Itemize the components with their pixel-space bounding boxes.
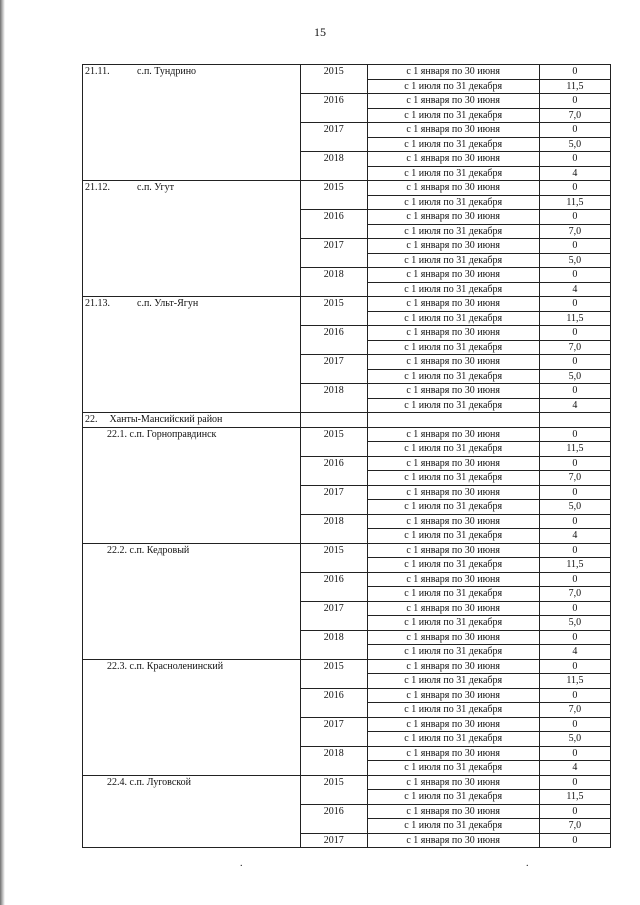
period-cell: с 1 июля по 31 декабря [367,166,539,181]
year-cell: 2017 [300,717,367,746]
year-cell: 2018 [300,514,367,543]
period-cell: с 1 января по 30 июня [367,456,539,471]
territory-name: 22.3. с.п. Красноленинский [107,660,224,672]
value-cell: 0 [539,181,610,196]
period-cell: с 1 января по 30 июня [367,485,539,500]
year-cell: 2015 [300,427,367,456]
period-cell: с 1 января по 30 июня [367,514,539,529]
value-cell: 0 [539,355,610,370]
period-cell: с 1 января по 30 июня [367,717,539,732]
value-cell: 0 [539,485,610,500]
value-cell: 0 [539,572,610,587]
year-cell: 2017 [300,239,367,268]
value-cell: 0 [539,239,610,254]
page-number: 15 [314,25,326,39]
district-name-cell [83,413,301,428]
period-cell: с 1 июля по 31 декабря [367,761,539,776]
value-cell-empty [539,413,610,428]
year-cell: 2018 [300,268,367,297]
value-cell: 5,0 [539,616,610,631]
period-cell: с 1 июля по 31 декабря [367,645,539,660]
period-cell: с 1 июля по 31 декабря [367,282,539,297]
period-cell: с 1 июля по 31 декабря [367,108,539,123]
year-cell: 2017 [300,123,367,152]
period-cell: с 1 января по 30 июня [367,427,539,442]
value-cell: 11,5 [539,311,610,326]
territory-number: 21.13. [85,298,110,309]
value-cell: 4 [539,529,610,544]
year-cell: 2017 [300,485,367,514]
value-cell: 0 [539,804,610,819]
period-cell: с 1 января по 30 июня [367,123,539,138]
period-cell: с 1 января по 30 июня [367,775,539,790]
period-cell: с 1 июля по 31 декабря [367,674,539,689]
value-cell: 0 [539,123,610,138]
territory-name: 22.1. с.п. Горноправдинск [107,428,217,440]
period-cell: с 1 января по 30 июня [367,268,539,283]
tariff-schedule-table [82,64,611,848]
value-cell: 0 [539,659,610,674]
value-cell: 0 [539,775,610,790]
value-cell: 7,0 [539,819,610,834]
period-cell: с 1 июля по 31 декабря [367,732,539,747]
value-cell: 0 [539,326,610,341]
period-cell: с 1 января по 30 июня [367,65,539,80]
value-cell: 0 [539,297,610,312]
value-cell: 0 [539,514,610,529]
period-cell-empty [367,413,539,428]
year-cell: 2016 [300,572,367,601]
territory-name: с.п. Ульт-Ягун [137,298,199,309]
year-cell: 2015 [300,775,367,804]
value-cell: 0 [539,746,610,761]
period-cell: с 1 января по 30 июня [367,659,539,674]
year-cell: 2018 [300,630,367,659]
table-row [83,659,611,674]
period-cell: с 1 июля по 31 декабря [367,558,539,573]
period-cell: с 1 января по 30 июня [367,152,539,167]
period-cell: с 1 января по 30 июня [367,601,539,616]
period-cell: с 1 июля по 31 декабря [367,790,539,805]
value-cell: 0 [539,94,610,109]
value-cell: 0 [539,717,610,732]
year-cell: 2016 [300,456,367,485]
year-cell: 2017 [300,601,367,630]
value-cell: 11,5 [539,195,610,210]
value-cell: 7,0 [539,340,610,355]
period-cell: с 1 июля по 31 декабря [367,224,539,239]
period-cell: с 1 января по 30 июня [367,355,539,370]
value-cell: 4 [539,166,610,181]
period-cell: с 1 января по 30 июня [367,543,539,558]
value-cell: 11,5 [539,674,610,689]
scan-speck: . [240,858,243,869]
period-cell: с 1 июля по 31 декабря [367,616,539,631]
value-cell: 5,0 [539,732,610,747]
value-cell: 5,0 [539,500,610,515]
value-cell: 4 [539,282,610,297]
territory-cell [83,659,301,775]
period-cell: с 1 июля по 31 декабря [367,703,539,718]
territory-cell [83,181,301,297]
table-row [83,543,611,558]
year-cell: 2015 [300,659,367,688]
scan-edge-shadow [0,0,5,905]
value-cell: 11,5 [539,442,610,457]
value-cell: 5,0 [539,253,610,268]
district-number: 22. [85,414,98,425]
value-cell: 0 [539,833,610,848]
period-cell: с 1 января по 30 июня [367,804,539,819]
value-cell: 11,5 [539,790,610,805]
year-cell: 2016 [300,94,367,123]
district-name: Ханты-Мансийский район [109,414,223,425]
value-cell: 0 [539,601,610,616]
year-cell: 2017 [300,355,367,384]
value-cell: 0 [539,152,610,167]
value-cell: 0 [539,688,610,703]
value-cell: 4 [539,398,610,413]
period-cell: с 1 января по 30 июня [367,630,539,645]
period-cell: с 1 июля по 31 декабря [367,398,539,413]
value-cell: 7,0 [539,108,610,123]
period-cell: с 1 июля по 31 декабря [367,442,539,457]
value-cell: 4 [539,645,610,660]
period-cell: с 1 июля по 31 декабря [367,253,539,268]
territory-cell [83,65,301,181]
year-cell: 2016 [300,804,367,833]
period-cell: с 1 января по 30 июня [367,326,539,341]
value-cell: 0 [539,268,610,283]
year-cell-empty [300,413,367,428]
territory-name: с.п. Угут [137,182,174,193]
table-row [83,775,611,790]
territory-number: 21.12. [85,182,110,193]
value-cell: 11,5 [539,79,610,94]
period-cell: с 1 июля по 31 декабря [367,369,539,384]
period-cell: с 1 января по 30 июня [367,297,539,312]
value-cell: 0 [539,543,610,558]
value-cell: 0 [539,630,610,645]
period-cell: с 1 июля по 31 декабря [367,340,539,355]
value-cell: 7,0 [539,703,610,718]
year-cell: 2016 [300,326,367,355]
period-cell: с 1 июля по 31 декабря [367,529,539,544]
territory-cell [83,297,301,413]
value-cell: 7,0 [539,587,610,602]
period-cell: с 1 января по 30 июня [367,239,539,254]
territory-cell [83,427,301,543]
year-cell: 2015 [300,65,367,94]
territory-name: 22.2. с.п. Кедровый [107,544,190,556]
year-cell: 2016 [300,688,367,717]
year-cell: 2017 [300,833,367,848]
year-cell: 2018 [300,384,367,413]
period-cell: с 1 июля по 31 декабря [367,79,539,94]
period-cell: с 1 июля по 31 декабря [367,587,539,602]
period-cell: с 1 июля по 31 декабря [367,137,539,152]
period-cell: с 1 июля по 31 декабря [367,819,539,834]
year-cell: 2016 [300,210,367,239]
period-cell: с 1 января по 30 июня [367,833,539,848]
table-row [83,427,611,442]
period-cell: с 1 января по 30 июня [367,746,539,761]
period-cell: с 1 января по 30 июня [367,688,539,703]
value-cell: 7,0 [539,471,610,486]
value-cell: 0 [539,65,610,80]
year-cell: 2018 [300,746,367,775]
period-cell: с 1 января по 30 июня [367,210,539,225]
period-cell: с 1 января по 30 июня [367,572,539,587]
value-cell: 7,0 [539,224,610,239]
territory-cell [83,543,301,659]
value-cell: 11,5 [539,558,610,573]
value-cell: 0 [539,427,610,442]
value-cell: 4 [539,761,610,776]
territory-name: с.п. Тундрино [137,66,197,77]
value-cell: 0 [539,210,610,225]
period-cell: с 1 июля по 31 декабря [367,311,539,326]
value-cell: 0 [539,456,610,471]
year-cell: 2018 [300,152,367,181]
value-cell: 0 [539,384,610,399]
scan-speck: . [526,858,529,869]
year-cell: 2015 [300,297,367,326]
territory-cell [83,775,301,848]
table-body [83,65,611,848]
table-row [83,65,611,80]
period-cell: с 1 июля по 31 декабря [367,471,539,486]
year-cell: 2015 [300,543,367,572]
period-cell: с 1 января по 30 июня [367,181,539,196]
table-row [83,181,611,196]
period-cell: с 1 июля по 31 декабря [367,195,539,210]
year-cell: 2015 [300,181,367,210]
period-cell: с 1 января по 30 июня [367,94,539,109]
period-cell: с 1 июля по 31 декабря [367,500,539,515]
value-cell: 5,0 [539,137,610,152]
territory-name: 22.4. с.п. Луговской [107,776,191,788]
value-cell: 5,0 [539,369,610,384]
period-cell: с 1 января по 30 июня [367,384,539,399]
table-row [83,297,611,312]
territory-number: 21.11. [85,66,110,77]
district-header-row [83,413,611,428]
